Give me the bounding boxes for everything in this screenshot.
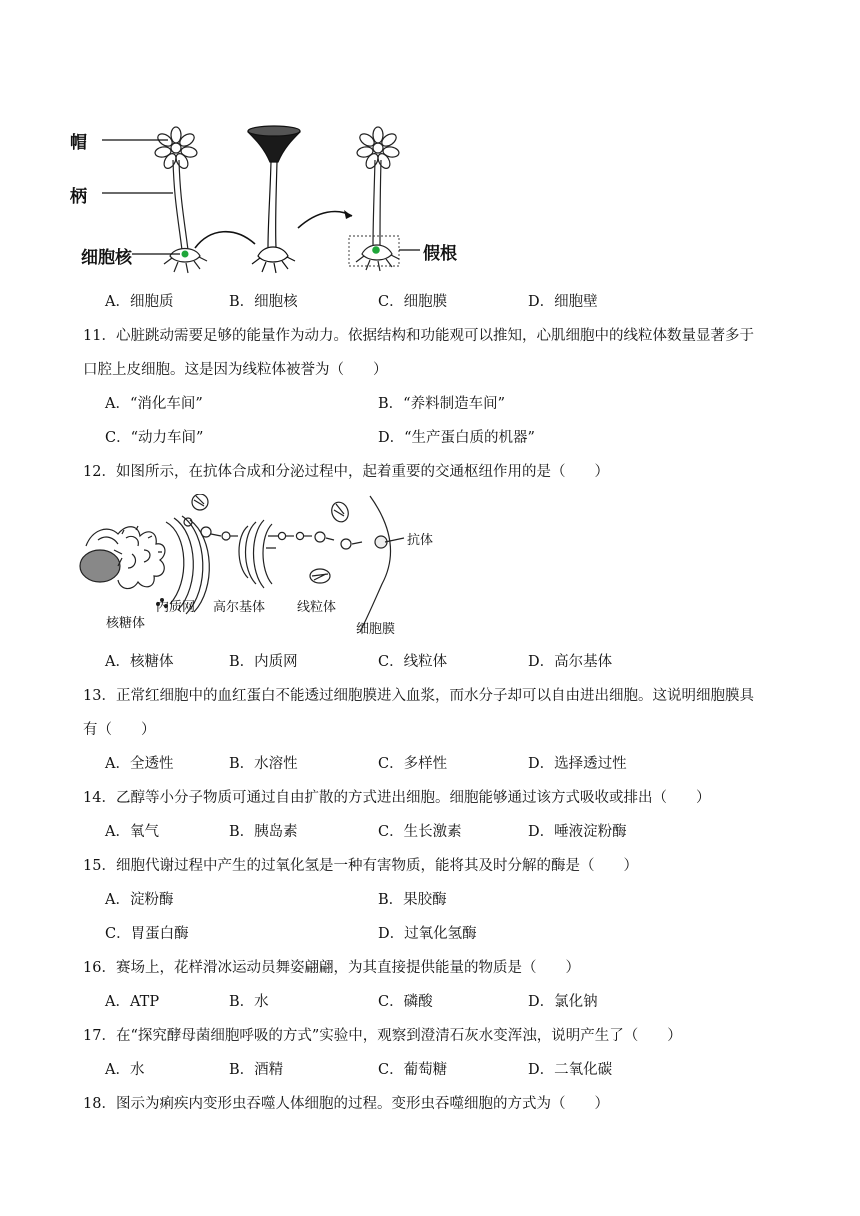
q13-option-a[interactable]: A．全透性: [105, 756, 174, 772]
q17-stem: 17．在“探究酵母菌细胞呼吸的方式”实验中，观察到澄清石灰水变浑浊，说明产生了（ ）: [83, 1028, 682, 1044]
q15-stem: 15．细胞代谢过程中产生的过氧化氢是一种有害物质，能将其及时分解的酶是（ ）: [83, 858, 638, 874]
q18-stem: 18．图示为痢疾内变形虫吞噬人体细胞的过程。变形虫吞噬细胞的方式为（ ）: [83, 1096, 609, 1112]
q14-option-d[interactable]: D．唾液淀粉酶: [528, 824, 627, 840]
q16-option-a[interactable]: A．ATP: [105, 994, 160, 1010]
q15-option-d[interactable]: D．过氧化氢酶: [378, 926, 477, 942]
q15-option-a[interactable]: A．淀粉酶: [105, 892, 174, 908]
q14-option-b[interactable]: B．胰岛素: [229, 824, 298, 840]
label-stalk: 柄: [70, 187, 87, 207]
q11-stem-line1: 11．心脏跳动需要足够的能量作为动力。依据结构和功能观可以推知，心肌细胞中的线粒体数量显著多于: [83, 328, 754, 344]
label-golgi: 高尔基体: [213, 600, 266, 615]
q11-option-b[interactable]: B．“养料制造车间”: [378, 396, 505, 412]
q10-option-b[interactable]: B．细胞核: [229, 294, 298, 310]
q17-option-c[interactable]: C．葡萄糖: [378, 1062, 448, 1078]
q16-option-c[interactable]: C．磷酸: [378, 994, 433, 1010]
q12-option-a[interactable]: A．核糖体: [105, 654, 174, 670]
q12-option-b[interactable]: B．内质网: [229, 654, 298, 670]
q13-option-b[interactable]: B．水溶性: [229, 756, 298, 772]
q16-option-b[interactable]: B．水: [229, 994, 269, 1010]
q11-option-d[interactable]: D．“生产蛋白质的机器”: [378, 430, 535, 446]
q10-option-a[interactable]: A．细胞质: [105, 294, 174, 310]
antibody-secretion-figure: [78, 494, 458, 637]
q12-option-d[interactable]: D．高尔基体: [528, 654, 613, 670]
q15-option-c[interactable]: C．胃蛋白酶: [105, 926, 189, 942]
label-membrane: 细胞膜: [356, 622, 396, 637]
q14-option-a[interactable]: A．氧气: [105, 824, 159, 840]
label-cap: 帽: [70, 133, 87, 153]
q11-option-c[interactable]: C．“动力车间”: [105, 430, 204, 446]
label-rhizoid: 假根: [423, 244, 457, 264]
q17-option-b[interactable]: B．酒精: [229, 1062, 284, 1078]
label-antibody: 抗体: [407, 533, 434, 548]
q11-stem-line2: 口腔上皮细胞。这是因为线粒体被誉为（ ）: [83, 362, 388, 378]
q17-option-a[interactable]: A．水: [105, 1062, 145, 1078]
q16-stem: 16．赛场上，花样滑冰运动员舞姿翩翩，为其直接提供能量的物质是（ ）: [83, 960, 580, 976]
label-ribosome: 核糖体: [106, 616, 146, 631]
label-nucleus: 细胞核: [81, 248, 132, 268]
q16-option-d[interactable]: D．氯化钠: [528, 994, 598, 1010]
q14-option-c[interactable]: C．生长激素: [378, 824, 462, 840]
q14-stem: 14．乙醇等小分子物质可通过自由扩散的方式进出细胞。细胞能够通过该方式吸收或排出（ ）: [83, 790, 711, 806]
q12-stem: 12．如图所示，在抗体合成和分泌过程中，起着重要的交通枢纽作用的是（ ）: [83, 464, 609, 480]
q17-option-d[interactable]: D．二氧化碳: [528, 1062, 613, 1078]
q13-stem-line2: 有（ ）: [83, 722, 156, 738]
q11-option-a[interactable]: A．“消化车间”: [105, 396, 203, 412]
acetabularia-figure: [70, 118, 470, 278]
q15-option-b[interactable]: B．果胶酶: [378, 892, 447, 908]
label-mitochondria: 线粒体: [297, 600, 337, 615]
q12-option-c[interactable]: C．线粒体: [378, 654, 448, 670]
q13-option-c[interactable]: C．多样性: [378, 756, 448, 772]
q10-option-d[interactable]: D．细胞壁: [528, 294, 598, 310]
label-er: 内质网: [156, 600, 196, 615]
q10-option-c[interactable]: C．细胞膜: [378, 294, 448, 310]
q13-stem-line1: 13．正常红细胞中的血红蛋白不能透过细胞膜进入血浆，而水分子却可以自由进出细胞。这说明细胞膜具: [83, 688, 754, 704]
q13-option-d[interactable]: D．选择透过性: [528, 756, 627, 772]
